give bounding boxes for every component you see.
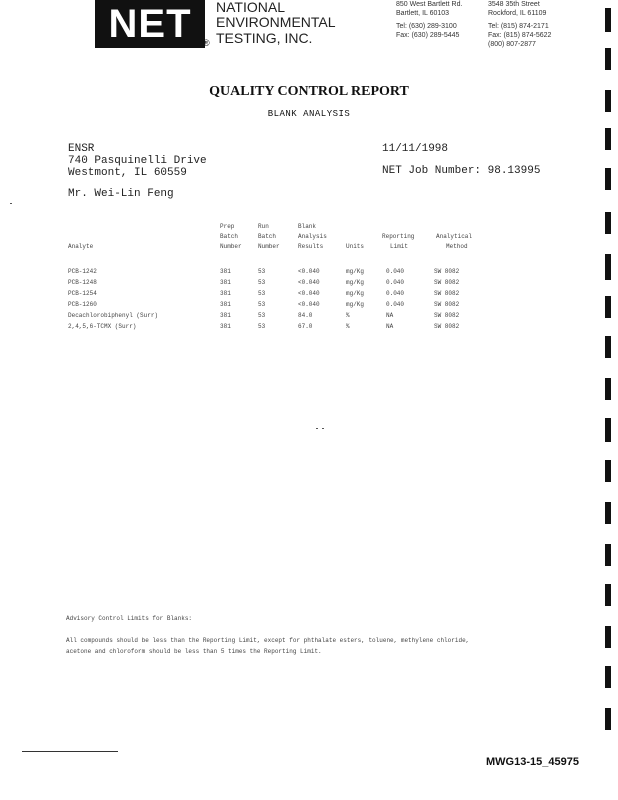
header-line: Method [446,243,468,250]
scan-edge-mark [605,378,611,400]
cell-result: <0.040 [298,301,320,308]
cell-units: % [346,312,350,319]
scan-edge-mark [605,336,611,358]
advisory-heading: Advisory Control Limits for Blanks: [66,615,193,622]
cell-prep-batch: 381 [220,301,231,308]
header-line: Analytical [436,233,473,240]
cell-result: <0.040 [298,268,320,275]
advisory-text-line2: acetone and chloroform should be less than 5 times the Reporting Limit. [66,648,322,655]
cell-analyte: Decachlorobiphenyl (Surr) [68,312,159,319]
header-run-batch [258,222,280,252]
header-analytical-method [436,222,472,252]
scan-edge-mark [605,168,611,190]
cell-units: mg/Kg [346,301,365,308]
cell-prep-batch: 381 [220,290,231,297]
header-line [382,222,414,232]
table-row [0,279,618,289]
header-line: Number [258,243,280,250]
advisory-text-line1: All compounds should be less than the Reporting Limit, except for phthalate esters, toluene, methylene chloride, [66,637,470,644]
cell-analyte: PCB-1254 [68,290,97,297]
address-line: 3548 35th Street [488,1,540,8]
cell-units: mg/Kg [346,290,365,297]
header-line: Analysis [298,233,327,240]
address-line: Fax: (815) 874-5622 [488,32,552,39]
scan-edge-mark [605,584,611,606]
scan-speck [10,203,12,204]
scan-edge-mark [605,90,611,112]
scan-edge-mark [605,8,611,32]
address-line: Tel: (815) 874-2171 [488,23,549,30]
cell-reporting-limit: 0.040 [386,290,405,297]
header-line: Blank [298,223,317,230]
cell-result: <0.040 [298,279,320,286]
scan-speck [322,428,324,429]
company-name-line2: ENVIRONMENTAL [216,14,336,30]
cell-method: SW 8082 [434,279,460,286]
report-title: QUALITY CONTROL REPORT [209,84,409,99]
header-prep-batch [220,222,242,252]
header-analyte [68,222,93,252]
scan-edge-mark [605,460,611,482]
header-line: Number [220,243,242,250]
cell-units: mg/Kg [346,279,365,286]
scan-edge-mark [605,708,611,730]
cell-run-batch: 53 [258,268,266,275]
client-city: Westmont, IL 60559 [68,167,187,179]
table-row [0,323,618,333]
scan-edge-mark [605,418,611,442]
job-number: NET Job Number: 98.13995 [382,165,541,177]
header-line [346,222,364,232]
contact-name: Mr. Wei-Lin Feng [68,188,174,200]
scan-speck [316,428,318,429]
cell-method: SW 8082 [434,268,460,275]
address-line: (800) 807-2877 [488,41,536,48]
cell-prep-batch: 381 [220,323,231,330]
header-line: Run [258,223,269,230]
header-line: Units [346,243,365,250]
cell-prep-batch: 381 [220,312,231,319]
table-row [0,290,618,300]
report-subtitle: BLANK ANALYSIS [267,109,351,119]
company-name-line3: TESTING, INC. [216,30,313,46]
address-line: Fax: (630) 289-5445 [396,32,460,39]
client-street: 740 Pasquinelli Drive [68,155,207,167]
header-line [436,222,472,232]
scan-edge-mark [605,544,611,566]
cell-units: mg/Kg [346,268,365,275]
cell-prep-batch: 381 [220,268,231,275]
header-line: Results [298,243,324,250]
cell-run-batch: 53 [258,279,266,286]
cell-analyte: 2,4,5,6-TCMX (Surr) [68,323,137,330]
registered-mark: ® [203,38,210,48]
header-units [346,222,364,252]
cell-result: 67.0 [298,323,313,330]
header-line: Analyte [68,243,94,250]
cell-prep-batch: 381 [220,279,231,286]
table-row [0,301,618,311]
header-line: Limit [390,243,409,250]
header-reporting-limit [382,222,414,252]
cell-analyte: PCB-1260 [68,301,97,308]
scan-edge-mark [605,502,611,524]
header-line [68,232,93,242]
cell-result: <0.040 [298,290,320,297]
header-line [68,222,93,232]
cell-reporting-limit: 0.040 [386,268,405,275]
header-line: Reporting [382,233,415,240]
report-date: 11/11/1998 [382,143,449,155]
cell-method: SW 8082 [434,290,460,297]
signature-line [22,751,118,752]
cell-reporting-limit: NA [386,323,394,330]
document-id: MWG13-15_45975 [486,756,579,768]
cell-reporting-limit: 0.040 [386,279,405,286]
table-row [0,312,618,322]
net-logo: NET [95,0,205,48]
header-line: Batch [258,233,277,240]
header-blank-results [298,222,327,252]
cell-run-batch: 53 [258,312,266,319]
cell-method: SW 8082 [434,312,460,319]
scan-edge-mark [605,296,611,318]
cell-result: 84.0 [298,312,313,319]
cell-analyte: PCB-1242 [68,268,97,275]
cell-run-batch: 53 [258,323,266,330]
cell-method: SW 8082 [434,301,460,308]
cell-units: % [346,323,350,330]
header-line: Batch [220,233,239,240]
address-line: Bartlett, IL 60103 [396,10,450,17]
cell-run-batch: 53 [258,290,266,297]
cell-reporting-limit: NA [386,312,394,319]
header-line: Prep [220,223,235,230]
client-address [68,143,207,179]
client-name: ENSR [68,143,95,155]
cell-run-batch: 53 [258,301,266,308]
table-row [0,268,618,278]
header-line [346,232,364,242]
company-name-line1: NATIONAL [216,0,285,15]
office-address-bartlett [396,0,462,40]
scan-edge-mark [605,666,611,688]
address-line: Rockford, IL 61109 [488,10,547,17]
cell-method: SW 8082 [434,323,460,330]
cell-reporting-limit: 0.040 [386,301,405,308]
scan-edge-mark [605,254,611,280]
scan-edge-mark [605,212,611,234]
address-line: Tel: (630) 289-3100 [396,23,457,30]
scan-edge-mark [605,48,611,70]
address-line: 850 West Bartlett Rd. [396,1,463,8]
scan-edge-mark [605,626,611,648]
scan-edge-mark [605,128,611,150]
cell-analyte: PCB-1248 [68,279,97,286]
office-address-rockford [488,0,551,49]
